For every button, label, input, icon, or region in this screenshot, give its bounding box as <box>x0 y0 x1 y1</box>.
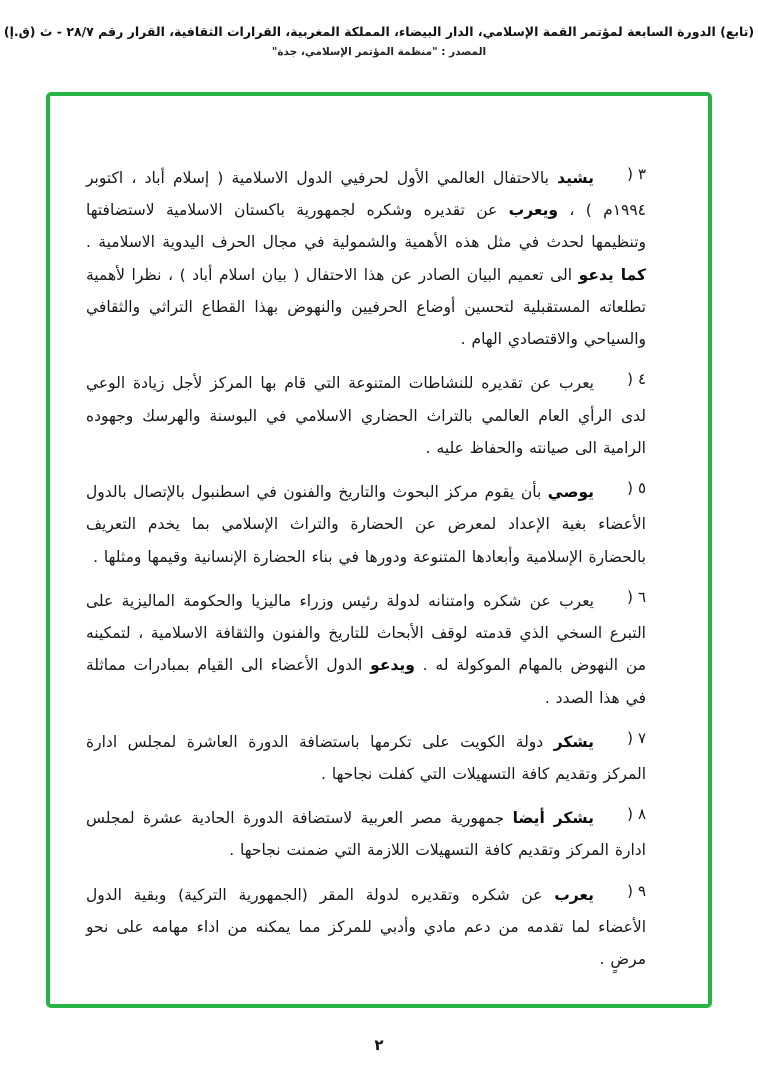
item-marker <box>602 479 646 497</box>
list-item <box>86 367 646 464</box>
item-marker <box>602 805 646 823</box>
item-number: ٣ <box>637 165 646 183</box>
text-segment: يوصي <box>547 483 594 502</box>
item-marker <box>602 729 646 747</box>
item-number: ٩ <box>637 881 646 900</box>
item-text <box>86 476 646 573</box>
text-segment: يشكر <box>553 732 594 751</box>
item-paren: ) <box>627 165 633 183</box>
header-source-line: المصدر : "منظمة المؤتمر الإسلامي، جدة" <box>271 46 487 58</box>
list-item <box>86 162 646 355</box>
item-paren: ) <box>627 370 633 389</box>
page-number: ٢ <box>374 1036 384 1054</box>
item-paren: ) <box>627 728 633 747</box>
text-segment: يعرب عن تقديره للنشاطات المتنوعة التي قام بها المركز لأجل زيادة الوعي لدى الرأي العام العالمي بالتراث الحضاري الاسلامي في البوسنة والهرسك وجهوده الرامية الى صيانته والحفاظ عليه . <box>86 374 646 457</box>
item-text <box>86 879 646 976</box>
header-title-line: (تابع) الدورة السابعة لمؤتمر القمة الإسلامي، الدار البيضاء، المملكة المغربية، القرارات الثقافية، القرار رقم ٢٨/٧ - ث (ق.إ) <box>3 24 755 39</box>
item-marker <box>602 165 646 183</box>
item-text <box>86 162 646 355</box>
text-segment: كما يدعو <box>578 265 647 284</box>
item-text <box>86 585 646 714</box>
item-number: ٨ <box>637 805 646 824</box>
item-number: ٦ <box>637 587 646 606</box>
item-paren: ) <box>627 805 633 824</box>
text-segment: ويعرب <box>508 201 559 220</box>
list-item <box>86 802 646 866</box>
text-segment: دولة الكويت على تكرمها باستضافة الدورة العاشرة لمجلس ادارة المركز وتقديم كافة التسهيلات التي كفلت نجاحها . <box>86 732 646 783</box>
list-item <box>86 585 646 714</box>
item-text <box>86 367 646 464</box>
text-segment: الى تعميم البيان الصادر عن هذا الاحتفال ( بيان اسلام أباد ) ، نظرا لأهمية تطلعاته المستقبلية لتحسين أوضاع الحرفيين والنهوض بهذا القطاع التراثي والثقافي والسياحي والاقتصادي الهام . <box>86 265 646 349</box>
text-segment: الدول الأعضاء الى القيام بمبادرات مماثلة في هذا الصدد . <box>86 656 646 707</box>
text-segment: بأن يقوم مركز البحوث والتاريخ والفنون في اسطنبول بالإتصال بالدول الأعضاء بغية الإعداد لمعرض عن الحضارة والتراث الإسلامي بما يخدم التعريف بالحضارة الإسلامية وأبعادها المتنوعة ودورها في بناء الحضارة الإنسانية وقيمها ومثلها . <box>86 483 646 566</box>
item-paren: ) <box>627 881 633 900</box>
list-item <box>86 476 646 573</box>
item-marker <box>602 882 646 900</box>
text-segment: يشكر أيضا <box>512 809 595 828</box>
text-segment: عن تقديره وشكره لجمهورية باكستان الاسلامية لاستضافتها وتنظيمها لحدث في مثل هذه الأهمية والشمولية في مجال الحرف اليدوية الاسلامية . <box>86 201 646 252</box>
list-item <box>86 726 646 790</box>
text-segment: بالاحتفال العالمي الأول لحرفيي الدول الاسلامية ( إسلام أباد ، اكتوبر ١٩٩٤م ) ، <box>86 169 646 220</box>
item-paren: ) <box>627 587 633 606</box>
item-paren: ) <box>627 479 633 498</box>
document-frame <box>46 92 712 1008</box>
item-marker <box>602 588 646 606</box>
text-segment: ويدعو <box>370 656 415 675</box>
page-header <box>0 0 758 58</box>
text-segment: يعرب <box>554 885 594 904</box>
list-item <box>86 879 646 976</box>
item-text <box>86 802 646 866</box>
item-number: ٤ <box>637 370 646 389</box>
text-segment: يشيد <box>557 169 594 187</box>
item-marker <box>602 370 646 388</box>
text-segment: عن شكره وتقديره لدولة المقر (الجمهورية التركية) وبقية الدول الأعضاء لما تقدمه من دعم مادي وأدبي للمركز مما يمكنه من اداء مهامه على نحو مرضٍ . <box>86 885 646 969</box>
resolution-list <box>50 96 708 975</box>
text-segment: جمهورية مصر العربية لاستضافة الدورة الحادية عشرة لمجلس ادارة المركز وتقديم كافة التسهيلات اللازمة التي ضمنت نجاحها . <box>86 809 646 860</box>
item-number: ٥ <box>637 479 646 498</box>
text-segment: يعرب عن شكره وامتنانه لدولة رئيس وزراء ماليزيا والحكومة الماليزية على التبرع السخي الذي قدمته لوقف الأبحاث للتاريخ والفنون والثقافة الاسلامية ، لتمكينه من النهوض بالمهام الموكولة له . <box>86 591 647 675</box>
item-text <box>86 726 646 790</box>
item-number: ٧ <box>637 728 646 747</box>
